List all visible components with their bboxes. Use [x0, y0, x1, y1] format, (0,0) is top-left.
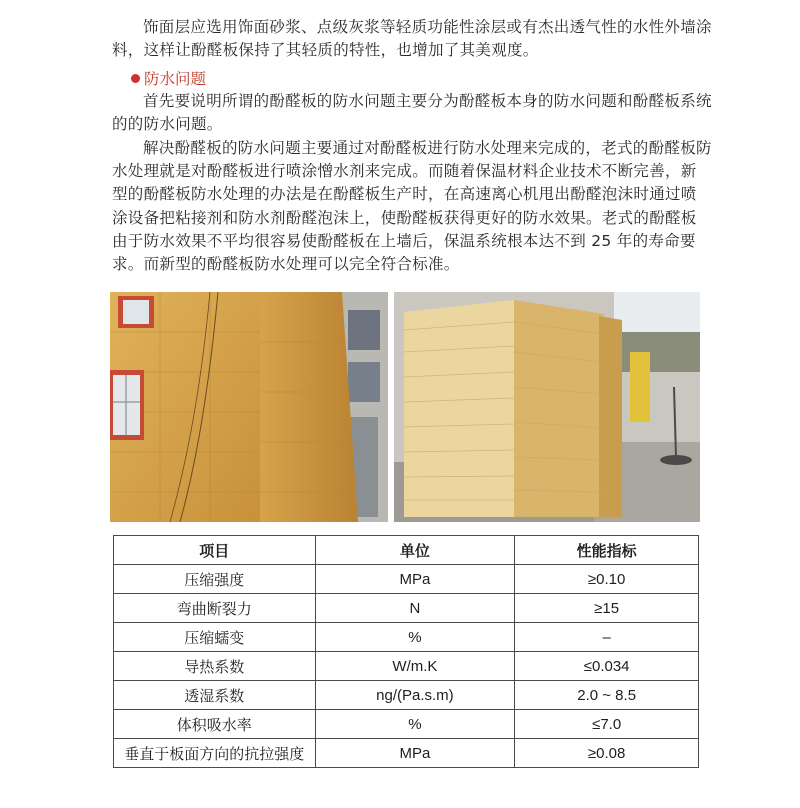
table-row [114, 652, 699, 681]
table-row [114, 565, 699, 594]
table-row [114, 739, 699, 768]
heading-text: 防水问题 [144, 70, 207, 88]
cell-item: 弯曲断裂力 [114, 594, 316, 623]
table-row [114, 681, 699, 710]
wall-installation-photo [110, 292, 388, 522]
cell-item: 压缩蠕变 [114, 623, 316, 652]
stacked-boards-photo [394, 292, 700, 522]
cell-value: – [515, 623, 699, 652]
paragraph-text: 解决酚醛板的防水问题主要通过对酚醛板进行防水处理来完成的，老式的酚醛板防水处理就是对酚醛板进行喷涂憎水剂来完成。而随着保温材料企业技术不断完善，新型的酚醛板防水处理的办法是在酚醛板生产时，在高速离心机甩出酚醛泡沫时通过喷涂设备把粘接剂和防水剂酚醛泡沫上，使酚醛板获得更好的防水效果。老式的酚醛板由于防水效果不平均很容易使酚醛板在上墙后，保温系统根本达不到 25 年的寿命要求。而新型的酚醛板防水处理可以完全符合标准。 [112, 139, 712, 274]
bullet-dot-icon [131, 74, 140, 83]
properties-table [113, 535, 699, 768]
cell-item: 透湿系数 [114, 681, 316, 710]
cell-unit: % [315, 623, 515, 652]
paragraph-facing-layer [112, 16, 712, 62]
cell-item: 导热系数 [114, 652, 316, 681]
cell-item: 体积吸水率 [114, 710, 316, 739]
cell-item: 压缩强度 [114, 565, 316, 594]
cell-value: ≥0.10 [515, 565, 699, 594]
cell-unit: W/m.K [315, 652, 515, 681]
paragraph-waterproof-detail [112, 137, 712, 276]
header-item: 项目 [114, 536, 316, 565]
table-row [114, 594, 699, 623]
header-spec: 性能指标 [515, 536, 699, 565]
cell-item: 垂直于板面方向的抗拉强度 [114, 739, 316, 768]
cell-unit: MPa [315, 565, 515, 594]
cell-unit: % [315, 710, 515, 739]
cell-value: 2.0 ~ 8.5 [515, 681, 699, 710]
section-heading [131, 68, 206, 90]
cell-unit: ng/(Pa.s.m) [315, 681, 515, 710]
cell-value: ≤7.0 [515, 710, 699, 739]
table-row [114, 710, 699, 739]
paragraph-waterproof-intro [112, 90, 712, 136]
paragraph-text: 首先要说明所谓的酚醛板的防水问题主要分为酚醛板本身的防水问题和酚醛板系统的的防水问题。 [112, 92, 712, 134]
header-unit: 单位 [315, 536, 515, 565]
cell-value: ≥0.08 [515, 739, 699, 768]
cell-value: ≥15 [515, 594, 699, 623]
cell-value: ≤0.034 [515, 652, 699, 681]
table-header-row [114, 536, 699, 565]
paragraph-text: 饰面层应选用饰面砂浆、点级灰浆等轻质功能性涂层或有杰出透气性的水性外墙涂料，这样让酚醛板保持了其轻质的特性，也增加了其美观度。 [112, 18, 712, 60]
cell-unit: N [315, 594, 515, 623]
cell-unit: MPa [315, 739, 515, 768]
table-row [114, 623, 699, 652]
